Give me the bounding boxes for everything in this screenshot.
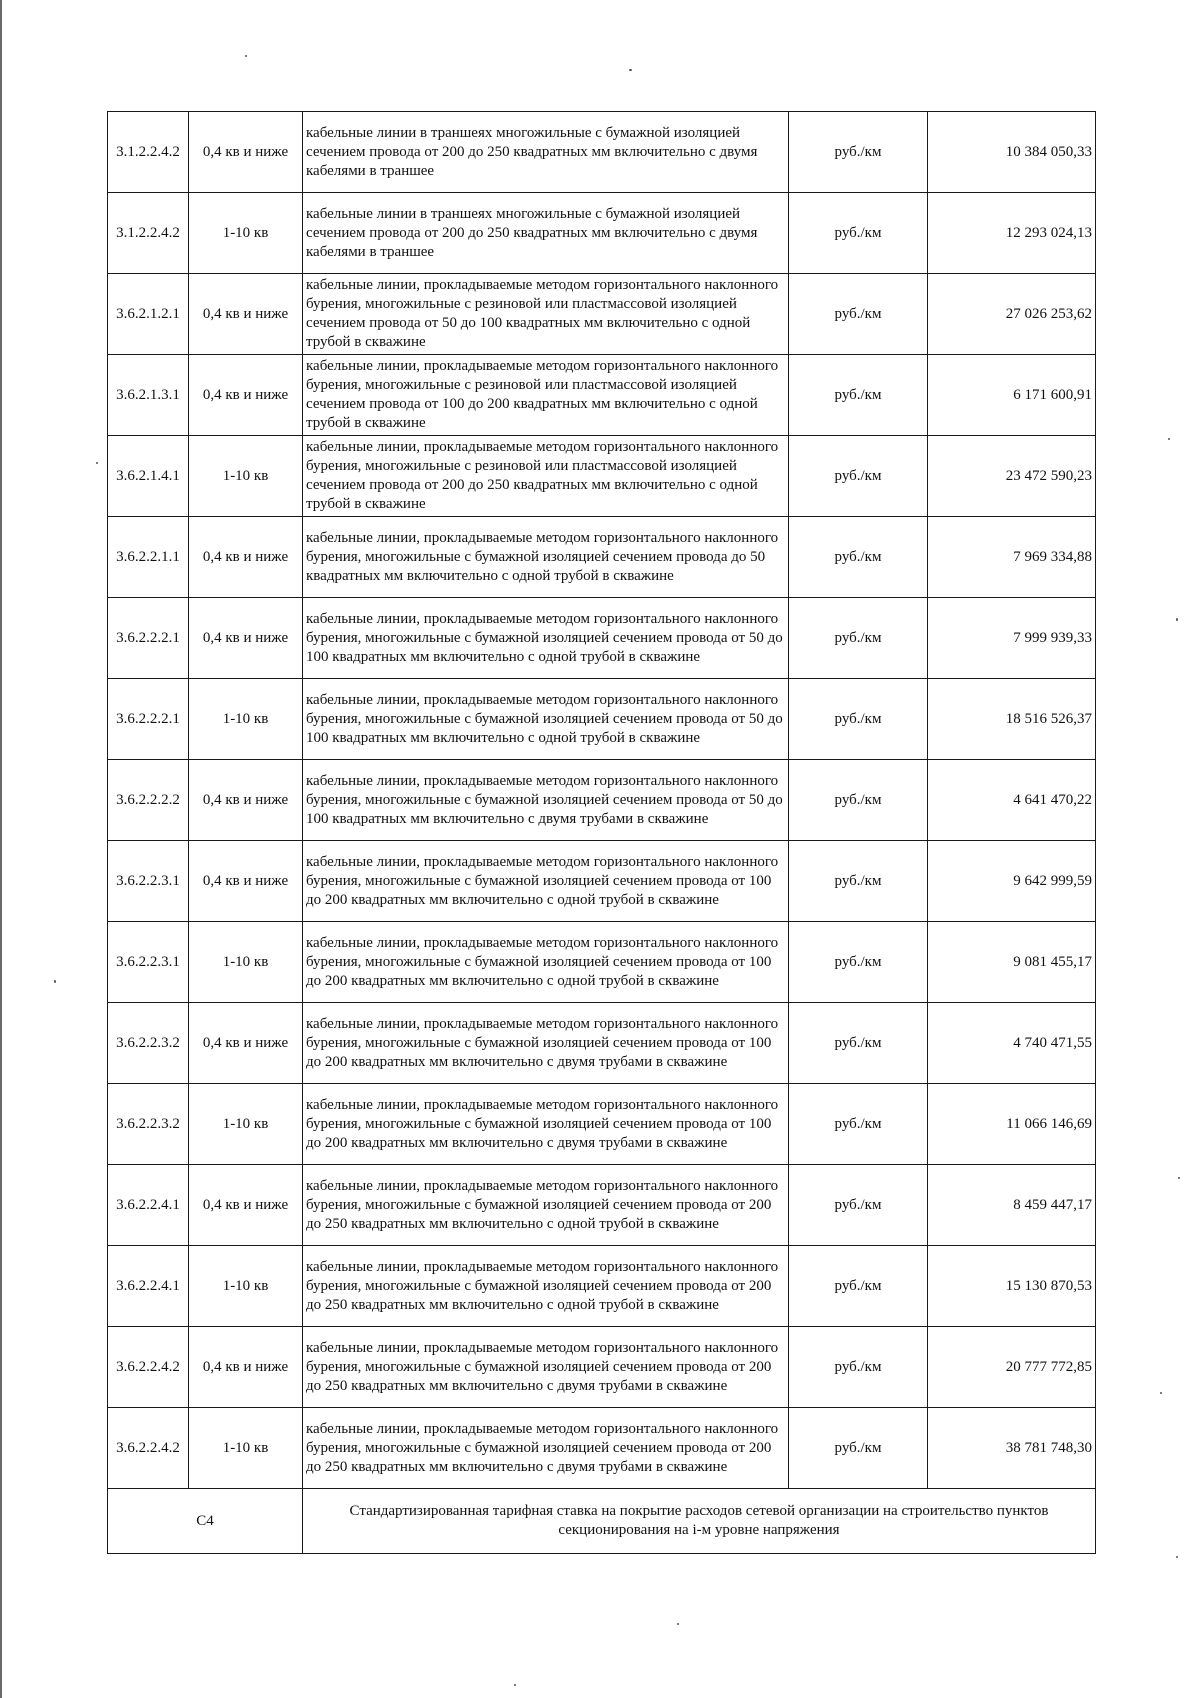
scan-speck: [1176, 618, 1178, 621]
row-value: 6 171 600,91: [928, 355, 1096, 436]
row-code: 3.6.2.2.3.1: [108, 841, 189, 922]
row-description: кабельные линии, прокладываемые методом горизонтального наклонного бурения, многожильные с бумажной изоляцией сечением провода до 50 квадратных мм включительно с одной трубой в скважине: [303, 517, 789, 598]
row-unit: руб./км: [789, 517, 928, 598]
row-unit: руб./км: [789, 1003, 928, 1084]
table-row: [108, 679, 1096, 760]
row-unit: руб./км: [789, 193, 928, 274]
row-code: 3.6.2.2.2.1: [108, 679, 189, 760]
row-code: 3.6.2.2.4.2: [108, 1327, 189, 1408]
row-voltage: 1-10 кв: [189, 436, 303, 517]
table-row: [108, 1408, 1096, 1489]
table-row: [108, 1327, 1096, 1408]
table-row: [108, 1165, 1096, 1246]
table-row: [108, 112, 1096, 193]
row-voltage: 0,4 кв и ниже: [189, 1165, 303, 1246]
row-voltage: 1-10 кв: [189, 1246, 303, 1327]
tariff-table: [107, 111, 1096, 1554]
row-description: кабельные линии, прокладываемые методом горизонтального наклонного бурения, многожильные с бумажной изоляцией сечением провода от 100 до 200 квадратных мм включительно с одной трубой в скважине: [303, 922, 789, 1003]
table-row: [108, 1084, 1096, 1165]
table-row: [108, 274, 1096, 355]
row-code: 3.6.2.1.4.1: [108, 436, 189, 517]
row-voltage: 0,4 кв и ниже: [189, 1003, 303, 1084]
row-code: 3.6.2.2.4.1: [108, 1246, 189, 1327]
row-description: кабельные линии, прокладываемые методом горизонтального наклонного бурения, многожильные с бумажной изоляцией сечением провода от 100 до 200 квадратных мм включительно с двумя трубами в скважине: [303, 1003, 789, 1084]
scan-speck: [1176, 1556, 1178, 1558]
row-value: 18 516 526,37: [928, 679, 1096, 760]
scan-speck: [1178, 1177, 1180, 1179]
row-voltage: 1-10 кв: [189, 679, 303, 760]
scan-speck: [629, 69, 632, 71]
row-voltage: 0,4 кв и ниже: [189, 841, 303, 922]
scan-page-edge: [0, 0, 2, 1698]
scan-speck: [1168, 438, 1170, 440]
row-description: кабельные линии в траншеях многожильные с бумажной изоляцией сечением провода от 200 до 250 квадратных мм включительно с двумя кабелями в траншее: [303, 193, 789, 274]
row-description: кабельные линии, прокладываемые методом горизонтального наклонного бурения, многожильные с бумажной изоляцией сечением провода от 100 до 200 квадратных мм включительно с двумя трубами в скважине: [303, 1084, 789, 1165]
row-value: 20 777 772,85: [928, 1327, 1096, 1408]
row-voltage: 1-10 кв: [189, 922, 303, 1003]
row-code: 3.6.2.2.1.1: [108, 517, 189, 598]
row-code: 3.6.2.2.3.2: [108, 1003, 189, 1084]
table-row: [108, 1246, 1096, 1327]
section-code: C4: [108, 1489, 303, 1554]
row-code: 3.1.2.2.4.2: [108, 112, 189, 193]
table-row: [108, 355, 1096, 436]
row-description: кабельные линии, прокладываемые методом горизонтального наклонного бурения, многожильные с бумажной изоляцией сечением провода от 200 до 250 квадратных мм включительно с двумя трубами в скважине: [303, 1408, 789, 1489]
scan-speck: [245, 55, 247, 57]
row-value: 10 384 050,33: [928, 112, 1096, 193]
scan-speck: [96, 462, 98, 464]
row-voltage: 0,4 кв и ниже: [189, 598, 303, 679]
row-unit: руб./км: [789, 679, 928, 760]
row-voltage: 0,4 кв и ниже: [189, 355, 303, 436]
row-description: кабельные линии, прокладываемые методом горизонтального наклонного бурения, многожильные с бумажной изоляцией сечением провода от 50 до 100 квадратных мм включительно с одной трубой в скважине: [303, 598, 789, 679]
row-unit: руб./км: [789, 598, 928, 679]
table-row: [108, 598, 1096, 679]
row-value: 4 740 471,55: [928, 1003, 1096, 1084]
row-unit: руб./км: [789, 436, 928, 517]
row-code: 3.6.2.2.4.2: [108, 1408, 189, 1489]
row-code: 3.6.2.2.2.2: [108, 760, 189, 841]
row-value: 7 969 334,88: [928, 517, 1096, 598]
row-unit: руб./км: [789, 1084, 928, 1165]
row-unit: руб./км: [789, 760, 928, 841]
scan-speck: [1160, 1392, 1162, 1394]
row-code: 3.6.2.1.2.1: [108, 274, 189, 355]
row-value: 4 641 470,22: [928, 760, 1096, 841]
row-unit: руб./км: [789, 1165, 928, 1246]
scan-speck: [677, 1623, 679, 1625]
row-value: 38 781 748,30: [928, 1408, 1096, 1489]
row-description: кабельные линии, прокладываемые методом горизонтального наклонного бурения, многожильные с бумажной изоляцией сечением провода от 50 до 100 квадратных мм включительно с двумя трубами в скважине: [303, 760, 789, 841]
row-description: кабельные линии, прокладываемые методом горизонтального наклонного бурения, многожильные с бумажной изоляцией сечением провода от 50 до 100 квадратных мм включительно с одной трубой в скважине: [303, 679, 789, 760]
row-voltage: 0,4 кв и ниже: [189, 1327, 303, 1408]
section-title: Стандартизированная тарифная ставка на покрытие расходов сетевой организации на строительство пунктов секционирования на i-м уровне напряжения: [303, 1489, 1096, 1554]
row-voltage: 0,4 кв и ниже: [189, 112, 303, 193]
row-unit: руб./км: [789, 841, 928, 922]
table-row: [108, 841, 1096, 922]
row-unit: руб./км: [789, 1327, 928, 1408]
row-description: кабельные линии, прокладываемые методом горизонтального наклонного бурения, многожильные с бумажной изоляцией сечением провода от 100 до 200 квадратных мм включительно с одной трубой в скважине: [303, 841, 789, 922]
table-row: [108, 436, 1096, 517]
row-code: 3.6.2.1.3.1: [108, 355, 189, 436]
row-voltage: 1-10 кв: [189, 193, 303, 274]
row-unit: руб./км: [789, 112, 928, 193]
row-code: 3.1.2.2.4.2: [108, 193, 189, 274]
section-row: [108, 1489, 1096, 1554]
table-row: [108, 922, 1096, 1003]
row-value: 8 459 447,17: [928, 1165, 1096, 1246]
table-row: [108, 1003, 1096, 1084]
row-value: 27 026 253,62: [928, 274, 1096, 355]
row-value: 7 999 939,33: [928, 598, 1096, 679]
table-row: [108, 517, 1096, 598]
row-voltage: 0,4 кв и ниже: [189, 274, 303, 355]
row-value: 23 472 590,23: [928, 436, 1096, 517]
row-voltage: 0,4 кв и ниже: [189, 517, 303, 598]
row-value: 9 642 999,59: [928, 841, 1096, 922]
row-description: кабельные линии, прокладываемые методом горизонтального наклонного бурения, многожильные с бумажной изоляцией сечением провода от 200 до 250 квадратных мм включительно с одной трубой в скважине: [303, 1165, 789, 1246]
row-value: 15 130 870,53: [928, 1246, 1096, 1327]
scan-speck: [54, 980, 56, 983]
row-voltage: 1-10 кв: [189, 1084, 303, 1165]
row-unit: руб./км: [789, 274, 928, 355]
row-value: 9 081 455,17: [928, 922, 1096, 1003]
row-description: кабельные линии в траншеях многожильные с бумажной изоляцией сечением провода от 200 до 250 квадратных мм включительно с двумя кабелями в траншее: [303, 112, 789, 193]
row-value: 12 293 024,13: [928, 193, 1096, 274]
tariff-table-body: [108, 112, 1096, 1554]
scan-speck: [514, 1684, 516, 1686]
row-code: 3.6.2.2.3.2: [108, 1084, 189, 1165]
row-value: 11 066 146,69: [928, 1084, 1096, 1165]
row-voltage: 1-10 кв: [189, 1408, 303, 1489]
row-unit: руб./км: [789, 922, 928, 1003]
row-unit: руб./км: [789, 1246, 928, 1327]
row-code: 3.6.2.2.2.1: [108, 598, 189, 679]
row-code: 3.6.2.2.3.1: [108, 922, 189, 1003]
row-unit: руб./км: [789, 1408, 928, 1489]
row-description: кабельные линии, прокладываемые методом горизонтального наклонного бурения, многожильные с резиновой или пластмассовой изоляцией сечением провода от 200 до 250 квадратных мм включительно с одной трубой в скважине: [303, 436, 789, 517]
table-row: [108, 193, 1096, 274]
row-code: 3.6.2.2.4.1: [108, 1165, 189, 1246]
table-row: [108, 760, 1096, 841]
row-description: кабельные линии, прокладываемые методом горизонтального наклонного бурения, многожильные с бумажной изоляцией сечением провода от 200 до 250 квадратных мм включительно с одной трубой в скважине: [303, 1246, 789, 1327]
row-description: кабельные линии, прокладываемые методом горизонтального наклонного бурения, многожильные с резиновой или пластмассовой изоляцией сечением провода от 50 до 100 квадратных мм включительно с одной трубой в скважине: [303, 274, 789, 355]
row-unit: руб./км: [789, 355, 928, 436]
row-description: кабельные линии, прокладываемые методом горизонтального наклонного бурения, многожильные с бумажной изоляцией сечением провода от 200 до 250 квадратных мм включительно с двумя трубами в скважине: [303, 1327, 789, 1408]
row-description: кабельные линии, прокладываемые методом горизонтального наклонного бурения, многожильные с резиновой или пластмассовой изоляцией сечением провода от 100 до 200 квадратных мм включительно с одной трубой в скважине: [303, 355, 789, 436]
row-voltage: 0,4 кв и ниже: [189, 760, 303, 841]
